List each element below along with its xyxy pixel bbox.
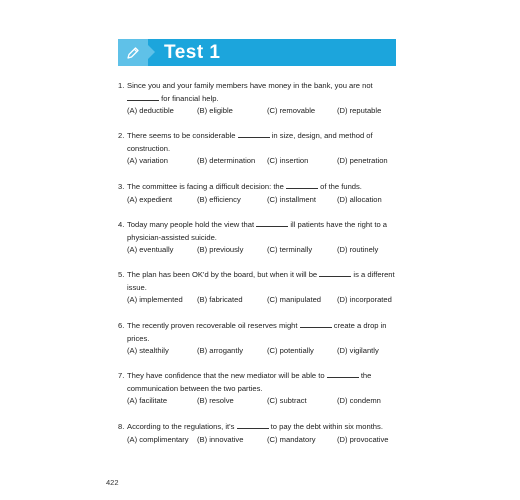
question-5: [118, 269, 408, 307]
option-c[interactable]: (C) subtract: [267, 396, 307, 405]
option-a[interactable]: (A) implemented: [127, 295, 183, 304]
question-text: [127, 269, 408, 294]
stem-after: ill patients have the right to a physician-assisted suicide.: [127, 220, 387, 242]
answer-blank: [300, 320, 332, 328]
question-number: 8.: [118, 422, 125, 431]
option-b[interactable]: (B) previously: [197, 245, 244, 254]
question-text: [127, 181, 408, 194]
option-a[interactable]: (A) eventually: [127, 245, 174, 254]
option-c[interactable]: (C) mandatory: [267, 434, 316, 444]
pencil-icon: [125, 45, 141, 61]
question-6: [118, 320, 408, 358]
option-c[interactable]: (C) insertion: [267, 156, 309, 165]
question-number: 4.: [118, 220, 125, 229]
option-c[interactable]: (C) installment: [267, 194, 316, 204]
page-title: Test 1: [164, 41, 221, 63]
options-row: [118, 345, 408, 358]
option-b[interactable]: (B) resolve: [197, 396, 234, 405]
question-number: 5.: [118, 270, 125, 279]
option-d[interactable]: (D) condemn: [337, 396, 381, 405]
pencil-icon-box: [118, 39, 148, 66]
stem-before: There seems to be considerable: [127, 131, 236, 140]
test-header: [118, 39, 396, 66]
question-1: [118, 80, 408, 118]
question-number: 6.: [118, 321, 125, 330]
answer-blank: [319, 269, 351, 277]
question-stem: [118, 320, 408, 345]
option-a[interactable]: (A) variation: [127, 156, 168, 165]
question-7: [118, 370, 408, 408]
question-number: 1.: [118, 81, 125, 90]
question-text: [127, 320, 408, 345]
stem-before: They have confidence that the new mediator will be able to: [127, 371, 325, 380]
options-row: [118, 395, 408, 408]
option-b[interactable]: (B) fabricated: [197, 295, 243, 304]
option-a[interactable]: (A) facilitate: [127, 396, 168, 405]
option-c[interactable]: (C) removable: [267, 106, 316, 115]
stem-before: The recently proven recoverable oil reserves might: [127, 321, 298, 330]
option-d[interactable]: (D) provocative: [337, 434, 389, 444]
option-c[interactable]: (C) potentially: [267, 346, 314, 355]
stem-before: Since you and your family members have money in the bank, you are not: [127, 81, 373, 90]
header-notch: [148, 45, 155, 59]
option-b[interactable]: (B) arrogantly: [197, 346, 244, 355]
option-b[interactable]: (B) determination: [197, 156, 256, 165]
question-text: [127, 130, 408, 155]
option-d[interactable]: (D) allocation: [337, 194, 382, 204]
question-3: [118, 181, 408, 206]
question-stem: [118, 269, 408, 294]
option-c[interactable]: (C) manipulated: [267, 295, 322, 304]
option-a[interactable]: (A) deductible: [127, 106, 174, 115]
stem-after: in size, design, and method of construction.: [127, 131, 373, 153]
answer-blank: [286, 181, 318, 189]
question-2: [118, 130, 408, 168]
option-d[interactable]: (D) penetration: [337, 156, 388, 165]
answer-blank: [237, 421, 269, 429]
option-b[interactable]: (B) innovative: [197, 434, 244, 444]
answer-blank: [238, 130, 270, 138]
option-c[interactable]: (C) terminally: [267, 245, 313, 254]
option-d[interactable]: (D) incorporated: [337, 295, 392, 304]
question-stem: [118, 80, 408, 105]
answer-blank: [256, 219, 288, 227]
answer-blank: [127, 93, 159, 101]
options-row: [118, 434, 408, 447]
question-stem: [118, 219, 408, 244]
stem-before: Today many people hold the view that: [127, 220, 255, 229]
option-a[interactable]: (A) stealthily: [127, 346, 169, 355]
question-text: [127, 80, 408, 105]
question-stem: [118, 130, 408, 155]
question-text: [127, 370, 408, 395]
question-text: [127, 421, 408, 434]
stem-after: for financial help.: [161, 93, 219, 103]
stem-before: According to the regulations, it's: [127, 422, 235, 431]
options-row: [118, 244, 408, 257]
question-stem: [118, 181, 408, 194]
options-row: [118, 155, 408, 168]
option-a[interactable]: (A) expedient: [127, 194, 173, 204]
option-d[interactable]: (D) vigilantly: [337, 346, 379, 355]
options-row: [118, 294, 408, 307]
options-row: [118, 105, 408, 118]
stem-before: The committee is facing a difficult decision: the: [127, 182, 284, 191]
stem-after: the communication between the two parties.: [127, 371, 372, 393]
question-4: [118, 219, 408, 257]
question-text: [127, 219, 408, 244]
stem-before: The plan has been OK'd by the board, but when it will be: [127, 270, 318, 279]
stem-after: of the funds.: [320, 182, 362, 191]
option-b[interactable]: (B) eligible: [197, 106, 233, 115]
option-b[interactable]: (B) efficiency: [197, 194, 241, 204]
options-row: [118, 194, 408, 207]
stem-after: to pay the debt within six months.: [270, 422, 383, 431]
stem-after: is a different issue.: [127, 270, 395, 292]
question-number: 2.: [118, 131, 125, 140]
option-a[interactable]: (A) complimentary: [127, 434, 189, 444]
question-number: 7.: [118, 371, 125, 380]
question-number: 3.: [118, 182, 125, 191]
answer-blank: [327, 370, 359, 378]
option-d[interactable]: (D) reputable: [337, 106, 382, 115]
question-stem: [118, 421, 408, 434]
option-d[interactable]: (D) routinely: [337, 245, 379, 254]
question-stem: [118, 370, 408, 395]
stem-after: create a drop in prices.: [127, 321, 387, 343]
question-8: [118, 421, 408, 446]
page-number: 422: [106, 478, 119, 487]
